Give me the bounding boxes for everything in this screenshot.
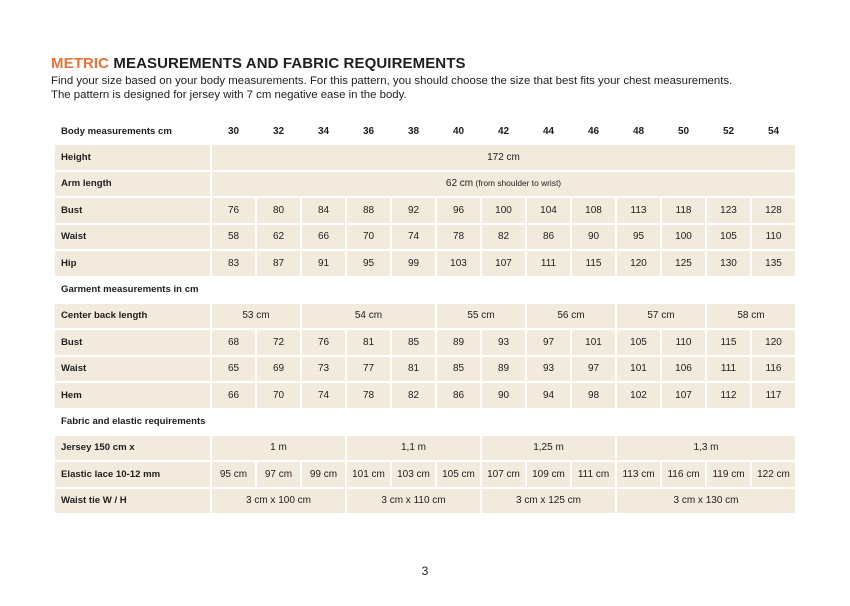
waist-tie-value: 3 cm x 130 cm [617,489,795,514]
table-row [55,489,795,514]
bust-value: 108 [572,198,615,223]
garment-waist-value: 65 [212,357,255,382]
garment-bust-value: 97 [527,330,570,355]
garment-waist-value: 85 [437,357,480,382]
size-header: 44 [542,125,555,137]
center-back-length-value: 54 cm [302,304,435,329]
bust-value: 113 [617,198,660,223]
garment-bust-value: 120 [752,330,795,355]
hem-value: 117 [752,383,795,408]
bust-value: 92 [392,198,435,223]
bust-value: 76 [212,198,255,223]
title-rest: MEASUREMENTS AND FABRIC REQUIREMENTS [109,55,466,72]
waist-value: 82 [482,225,525,250]
garment-measurements-header: Garment measurements in cm [61,284,199,295]
bust-value: 80 [257,198,300,223]
size-chart-table [53,117,797,515]
size-header: 46 [587,125,600,137]
waist-value: 74 [392,225,435,250]
hip-value: 130 [707,251,750,276]
waist-tie-value: 3 cm x 100 cm [212,489,345,514]
center-back-length-value: 58 cm [707,304,795,329]
waist-value: 62 [257,225,300,250]
hem-value: 94 [527,383,570,408]
center-back-length-value: 53 cm [212,304,300,329]
jersey-label: Jersey 150 cm x [55,436,210,461]
hip-value: 125 [662,251,705,276]
waist-value: 90 [572,225,615,250]
jersey-value: 1,3 m [617,436,795,461]
elastic-lace-value: 99 cm [302,462,345,487]
elastic-lace-value: 122 cm [752,462,795,487]
fabric-requirements-header: Fabric and elastic requirements [61,416,206,427]
arm-length-label: Arm length [55,172,210,197]
bust-value: 84 [302,198,345,223]
bust-value: 128 [752,198,795,223]
garment-waist-value: 101 [617,357,660,382]
size-header: 38 [407,125,420,137]
page-title [51,55,466,72]
size-header: 32 [272,125,285,137]
waist-value: 100 [662,225,705,250]
page-number: 3 [421,564,429,578]
hip-label: Hip [55,251,210,276]
hem-value: 78 [347,383,390,408]
bust-value: 100 [482,198,525,223]
hem-value: 102 [617,383,660,408]
waist-value: 78 [437,225,480,250]
title-accent: METRIC [51,55,110,72]
table-row [55,145,795,170]
hem-value: 74 [302,383,345,408]
garment-waist-value: 89 [482,357,525,382]
hem-label: Hem [55,383,210,408]
table-row [55,462,795,487]
jersey-value: 1,25 m [482,436,615,461]
hem-value: 70 [257,383,300,408]
elastic-lace-value: 101 cm [347,462,390,487]
section-row [55,410,795,434]
elastic-lace-value: 109 cm [527,462,570,487]
center-back-length-value: 57 cm [617,304,705,329]
table-row [55,436,795,461]
garment-waist-value: 116 [752,357,795,382]
size-header: 30 [227,125,240,137]
height-label: Height [55,145,210,170]
table-row [55,304,795,329]
center-back-length-label: Center back length [55,304,210,329]
hip-value: 83 [212,251,255,276]
table-row [55,198,795,223]
elastic-lace-value: 107 cm [482,462,525,487]
hip-value: 95 [347,251,390,276]
table-row [55,330,795,355]
garment-bust-value: 93 [482,330,525,355]
table-row [55,225,795,250]
hip-value: 111 [527,251,570,276]
bust-value: 123 [707,198,750,223]
garment-bust-value: 68 [212,330,255,355]
waist-value: 86 [527,225,570,250]
intro-text [51,74,732,102]
bust-label: Bust [55,198,210,223]
size-header: 42 [497,125,510,137]
hip-value: 87 [257,251,300,276]
bust-value: 104 [527,198,570,223]
waist-value: 70 [347,225,390,250]
center-back-length-value: 56 cm [527,304,615,329]
body-measurements-header: Body measurements cm [61,125,172,137]
garment-waist-value: 69 [257,357,300,382]
hem-value: 82 [392,383,435,408]
garment-waist-value: 81 [392,357,435,382]
intro-line-2: The pattern is designed for jersey with 7 cm negative ease in the body. [51,89,407,101]
jersey-value: 1,1 m [347,436,480,461]
hip-value: 99 [392,251,435,276]
waist-value: 110 [752,225,795,250]
waist-value: 66 [302,225,345,250]
arm-length-value: 62 cm [445,178,474,190]
elastic-lace-value: 105 cm [437,462,480,487]
size-header: 34 [317,125,330,137]
center-back-length-value: 55 cm [437,304,525,329]
table-row [55,357,795,382]
height-value: 172 cm [212,145,795,170]
hip-value: 120 [617,251,660,276]
hem-value: 66 [212,383,255,408]
hip-value: 107 [482,251,525,276]
hem-value: 98 [572,383,615,408]
waist-label: Waist [55,225,210,250]
garment-bust-value: 115 [707,330,750,355]
garment-bust-value: 110 [662,330,705,355]
garment-bust-value: 101 [572,330,615,355]
elastic-lace-value: 111 cm [572,462,615,487]
table-row [55,172,795,197]
hem-value: 86 [437,383,480,408]
elastic-lace-value: 95 cm [212,462,255,487]
waist-value: 105 [707,225,750,250]
jersey-value: 1 m [212,436,345,461]
elastic-lace-value: 113 cm [617,462,660,487]
arm-length-note: (from shoulder to wrist) [473,178,562,189]
hip-value: 91 [302,251,345,276]
garment-waist-label: Waist [55,357,210,382]
waist-tie-value: 3 cm x 125 cm [482,489,615,514]
bust-value: 96 [437,198,480,223]
garment-bust-value: 89 [437,330,480,355]
garment-waist-value: 106 [662,357,705,382]
bust-value: 118 [662,198,705,223]
garment-bust-value: 105 [617,330,660,355]
hem-value: 107 [662,383,705,408]
size-header-row [55,119,795,143]
waist-tie-label: Waist tie W / H [55,489,210,514]
hem-value: 90 [482,383,525,408]
size-header: 50 [677,125,690,137]
section-row [55,278,795,302]
hip-value: 135 [752,251,795,276]
hip-value: 103 [437,251,480,276]
waist-value: 58 [212,225,255,250]
waist-tie-value: 3 cm x 110 cm [347,489,480,514]
size-header: 48 [632,125,645,137]
elastic-lace-value: 119 cm [707,462,750,487]
bust-value: 88 [347,198,390,223]
elastic-lace-value: 97 cm [257,462,300,487]
size-header: 36 [362,125,375,137]
garment-bust-value: 76 [302,330,345,355]
garment-bust-value: 72 [257,330,300,355]
garment-waist-value: 111 [707,357,750,382]
size-header: 40 [452,125,465,137]
garment-waist-value: 93 [527,357,570,382]
intro-line-1: Find your size based on your body measurements. For this pattern, you should choose the size that best fits your chest measurements. [51,75,733,87]
waist-value: 95 [617,225,660,250]
table-row [55,251,795,276]
size-header: 54 [767,125,780,137]
arm-length-cell [212,172,795,197]
elastic-lace-value: 103 cm [392,462,435,487]
garment-bust-value: 81 [347,330,390,355]
table-row [55,383,795,408]
hip-value: 115 [572,251,615,276]
size-header: 52 [722,125,735,137]
garment-waist-value: 97 [572,357,615,382]
garment-waist-value: 73 [302,357,345,382]
elastic-lace-label: Elastic lace 10-12 mm [55,462,210,487]
hem-value: 112 [707,383,750,408]
garment-waist-value: 77 [347,357,390,382]
garment-bust-label: Bust [55,330,210,355]
garment-bust-value: 85 [392,330,435,355]
elastic-lace-value: 116 cm [662,462,705,487]
